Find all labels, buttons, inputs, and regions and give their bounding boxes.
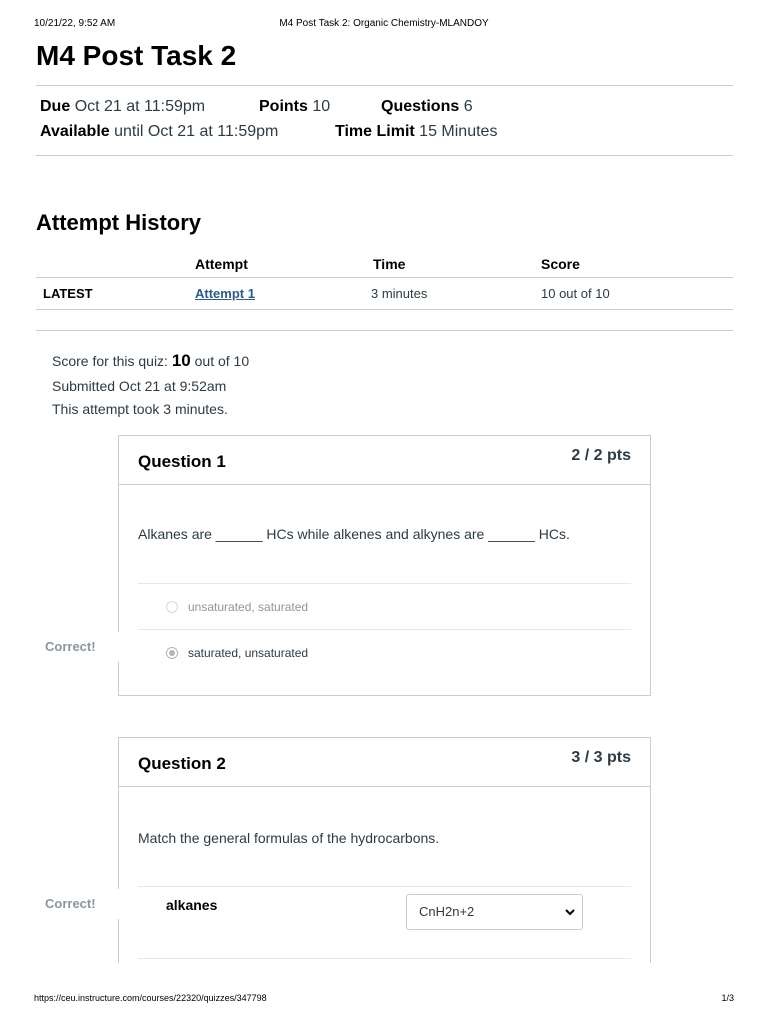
print-header — [34, 18, 734, 32]
question-text: Alkanes are ______ HCs while alkenes and alkynes are ______ HCs. — [138, 526, 570, 542]
questions-detail — [381, 98, 473, 116]
quiz-score — [52, 351, 249, 371]
points-value: 10 — [312, 98, 331, 115]
available-value: until Oct 21 at 11:59pm — [114, 123, 279, 140]
correct-feedback: Correct! — [0, 889, 122, 919]
questions-value: 6 — [463, 98, 473, 115]
score-prefix: Score for this quiz: — [52, 353, 168, 369]
radio-button-selected-icon[interactable] — [166, 647, 178, 659]
answer-divider — [138, 583, 631, 584]
attempt-history-table — [36, 252, 733, 310]
question-points: 2 / 2 pts — [571, 447, 631, 464]
available-label: Available — [40, 123, 110, 140]
divider — [36, 85, 733, 86]
due-value: Oct 21 at 11:59pm — [74, 98, 206, 115]
answer-divider — [138, 629, 631, 630]
print-footer — [34, 993, 734, 1007]
print-url: https://ceu.instructure.com/courses/22320/quizzes/347798 — [34, 993, 267, 1003]
answer-option-2[interactable] — [166, 644, 308, 662]
question-header — [119, 436, 650, 485]
match-term: alkanes — [166, 897, 218, 913]
radio-button-icon[interactable] — [166, 601, 178, 613]
answer-text: saturated, unsaturated — [188, 646, 309, 660]
question-points: 3 / 3 pts — [571, 749, 631, 766]
question-header — [119, 738, 650, 787]
column-header-attempt: Attempt — [195, 256, 248, 272]
attempt-time: 3 minutes — [371, 286, 428, 301]
due-label: Due — [40, 98, 71, 115]
score-suffix: out of 10 — [194, 353, 250, 369]
question-2 — [118, 737, 651, 997]
score-value: 10 — [171, 351, 191, 370]
points-detail — [259, 98, 330, 116]
question-title: Question 2 — [138, 754, 226, 773]
answer-divider — [138, 958, 631, 959]
correct-feedback: Correct! — [0, 632, 122, 662]
match-select-dropdown[interactable] — [406, 894, 583, 930]
select-value: CnH2n+2 — [419, 904, 475, 919]
submitted-time: Submitted Oct 21 at 9:52am — [52, 378, 227, 394]
question-text: Match the general formulas of the hydrocarbons. — [138, 830, 440, 846]
latest-label: LATEST — [43, 286, 93, 301]
questions-label: Questions — [381, 98, 460, 115]
column-header-time: Time — [373, 256, 406, 272]
quiz-details-row-1 — [40, 98, 205, 116]
chevron-down-icon — [564, 906, 576, 918]
points-label: Points — [259, 98, 308, 115]
page-title: M4 Post Task 2 — [36, 40, 237, 71]
print-datetime: 10/21/22, 9:52 AM — [34, 18, 116, 29]
answer-text: unsaturated, saturated — [188, 600, 309, 614]
available-detail — [40, 123, 278, 141]
time-limit-value: 15 Minutes — [419, 123, 498, 140]
question-title: Question 1 — [138, 452, 226, 471]
page-number: 1/3 — [721, 993, 734, 1003]
divider — [36, 330, 733, 331]
answer-option-1[interactable] — [166, 598, 308, 616]
answer-divider — [138, 886, 631, 887]
column-header-score: Score — [541, 256, 580, 272]
attempt-1-link[interactable]: Attempt 1 — [195, 286, 255, 301]
table-header — [36, 252, 733, 278]
question-1 — [118, 435, 651, 696]
divider — [36, 155, 733, 156]
time-limit-label: Time Limit — [335, 123, 415, 140]
print-doc-title: M4 Post Task 2: Organic Chemistry-MLANDOY — [279, 18, 489, 29]
table-row — [36, 278, 733, 310]
attempt-score: 10 out of 10 — [541, 286, 610, 301]
time-limit-detail — [335, 123, 497, 141]
attempt-duration: This attempt took 3 minutes. — [52, 401, 228, 417]
attempt-history-title: Attempt History — [36, 210, 202, 235]
